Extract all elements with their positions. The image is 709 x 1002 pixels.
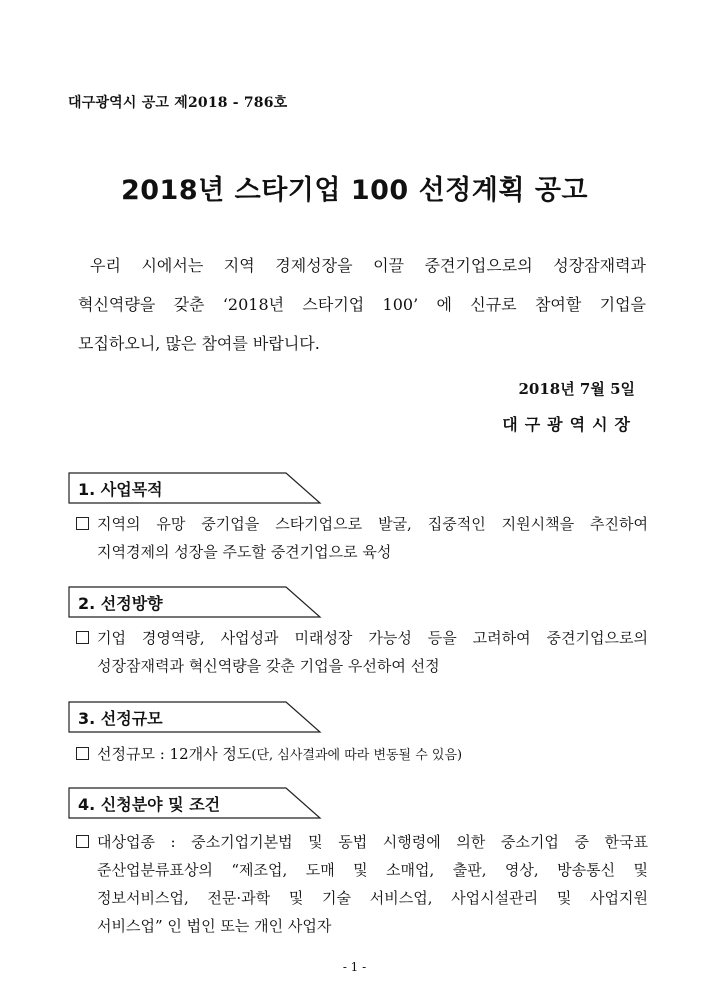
page-number: - 1 - <box>342 960 367 974</box>
body-note: (단, 심사결과에 따라 변동될 수 있음) <box>251 748 463 763</box>
section-body-direction <box>74 624 648 680</box>
section-heading-direction <box>68 586 324 618</box>
body-line: 서비스업” 인 법인 또는 개인 사업자 <box>97 917 332 935</box>
section-heading-label: 1. 사업목적 <box>78 480 163 499</box>
body-line: 기업 경영역량, 사업성과 미래성장 가능성 등을 고려하여 중견기업으로의 <box>97 629 648 647</box>
intro-paragraph <box>78 246 646 363</box>
intro-line: 혁신역량을 갖춘 ‘2018년 스타기업 100’ 에 신규로 참여할 기업을 <box>78 295 646 314</box>
body-line: 지역경제의 성장을 주도할 중견기업으로 육성 <box>97 543 392 561</box>
checkbox-bullet-icon <box>76 517 89 530</box>
issuer-name: 대구광역시장 <box>502 415 637 434</box>
section-heading-fields <box>68 787 324 819</box>
intro-line: 우리 시에서는 지역 경제성장을 이끌 중견기업으로의 성장잠재력과 <box>90 256 646 275</box>
section-heading-scale <box>68 701 324 733</box>
intro-line: 모집하오니, 많은 참여를 바랍니다. <box>78 334 320 353</box>
notice-date: 2018년 7월 5일 <box>518 380 635 398</box>
section-body-fields <box>74 828 648 940</box>
body-line: 지역의 유망 중기업을 스타기업으로 발굴, 집중적인 지원시책을 추진하여 <box>97 515 648 533</box>
section-heading-label: 3. 선정규모 <box>78 709 163 728</box>
checkbox-bullet-icon <box>76 835 89 848</box>
checkbox-bullet-icon <box>76 631 89 644</box>
section-heading-purpose <box>68 472 324 504</box>
section-body-scale <box>74 740 648 770</box>
body-line: 성장잠재력과 혁신역량을 갖춘 기업을 우선하여 선정 <box>97 657 440 675</box>
notice-number: 대구광역시 공고 제2018 - 786호 <box>68 95 288 111</box>
section-heading-label: 2. 선정방향 <box>78 594 163 613</box>
section-body-purpose <box>74 510 648 566</box>
section-heading-label: 4. 신청분야 및 조건 <box>78 795 221 814</box>
body-line: 대상업종 : 중소기업기본법 및 동법 시행령에 의한 중소기업 중 한국표 <box>97 833 648 851</box>
document-title: 2018년 스타기업 100 선정계획 공고 <box>120 175 588 206</box>
body-line: 선정규모 : 12개사 정도 <box>97 745 252 763</box>
body-line: 준산업분류표상의 “제조업, 도매 및 소매업, 출판, 영상, 방송통신 및 <box>97 861 648 879</box>
body-line: 정보서비스업, 전문·과학 및 기술 서비스업, 사업시설관리 및 사업지원 <box>97 889 648 907</box>
checkbox-bullet-icon <box>76 747 89 760</box>
